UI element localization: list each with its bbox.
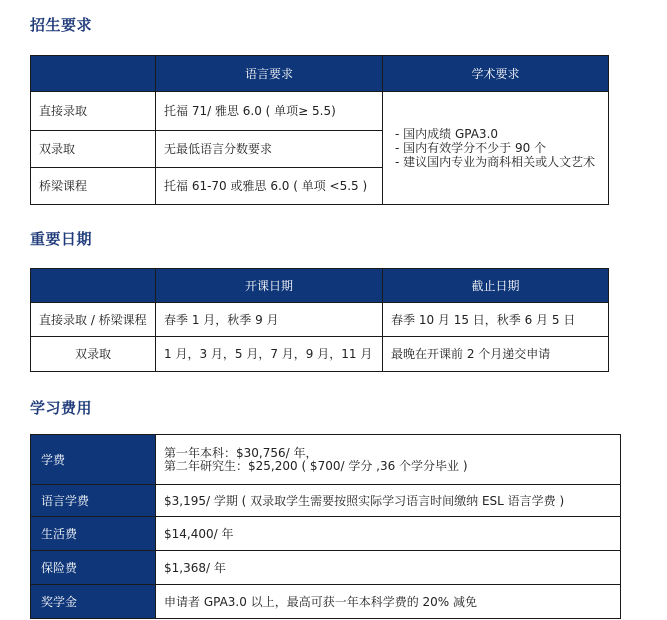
start-date: 春季 1 月，秋季 9 月 <box>156 303 383 337</box>
start-date: 1 月，3 月，5 月，7 月，9 月，11 月 <box>156 337 383 372</box>
table-row <box>31 92 609 131</box>
admission-label: 双录取 <box>31 131 156 168</box>
dates-header-deadline: 截止日期 <box>383 269 609 303</box>
admission-header-blank <box>31 56 156 92</box>
academic-item: - 国内有效学分不少于 90 个 <box>395 141 547 155</box>
admission-header-row <box>31 56 609 92</box>
fees-heading: 学习费用 <box>30 399 93 417</box>
table-row <box>31 551 621 585</box>
admission-heading: 招生要求 <box>30 16 93 34</box>
table-row <box>31 337 609 372</box>
fee-label: 语言学费 <box>31 485 156 517</box>
table-row <box>31 435 621 485</box>
fee-label: 生活费 <box>31 517 156 551</box>
language-requirement: 无最低语言分数要求 <box>156 131 383 168</box>
dates-label: 双录取 <box>31 337 156 372</box>
table-row <box>31 585 621 619</box>
fee-value: $1,368/ 年 <box>156 551 621 585</box>
fee-label: 学费 <box>31 435 156 485</box>
fee-value: 申请者 GPA3.0 以上，最高可获一年本科学费的 20% 减免 <box>156 585 621 619</box>
fee-line: 第二年研究生：$25,200 ( $700/ 学分 ,36 个学分毕业 ) <box>164 458 468 473</box>
table-row <box>31 303 609 337</box>
academic-item: - 建议国内专业为商科相关或人文艺术 <box>395 155 596 169</box>
language-requirement: 托福 71/ 雅思 6.0 ( 单项≥ 5.5) <box>156 92 383 131</box>
dates-header-row <box>31 269 609 303</box>
admission-header-language: 语言要求 <box>156 56 383 92</box>
language-requirement: 托福 61-70 或雅思 6.0 ( 单项 <5.5 ) <box>156 168 383 205</box>
dates-header-blank <box>31 269 156 303</box>
fee-value <box>156 435 621 485</box>
admission-header-academic: 学术要求 <box>383 56 609 92</box>
dates-header-start: 开课日期 <box>156 269 383 303</box>
academic-requirements <box>383 92 609 205</box>
table-row <box>31 517 621 551</box>
admission-table <box>30 55 609 205</box>
dates-label: 直接录取 / 桥梁课程 <box>31 303 156 337</box>
deadline: 最晚在开课前 2 个月递交申请 <box>383 337 609 372</box>
deadline: 春季 10 月 15 日，秋季 6 月 5 日 <box>383 303 609 337</box>
fee-line: 第一年本科：$30,756/ 年， <box>164 445 318 460</box>
admission-label: 直接录取 <box>31 92 156 131</box>
fee-label: 保险费 <box>31 551 156 585</box>
dates-table <box>30 268 609 372</box>
fees-table <box>30 434 621 619</box>
admission-label: 桥梁课程 <box>31 168 156 205</box>
fee-value: $14,400/ 年 <box>156 517 621 551</box>
table-row <box>31 485 621 517</box>
dates-heading: 重要日期 <box>30 230 93 248</box>
fee-value: $3,195/ 学期 ( 双录取学生需要按照实际学习语言时间缴纳 ESL 语言学费 ) <box>156 485 621 517</box>
fee-label: 奖学金 <box>31 585 156 619</box>
academic-item: - 国内成绩 GPA3.0 <box>395 127 499 141</box>
